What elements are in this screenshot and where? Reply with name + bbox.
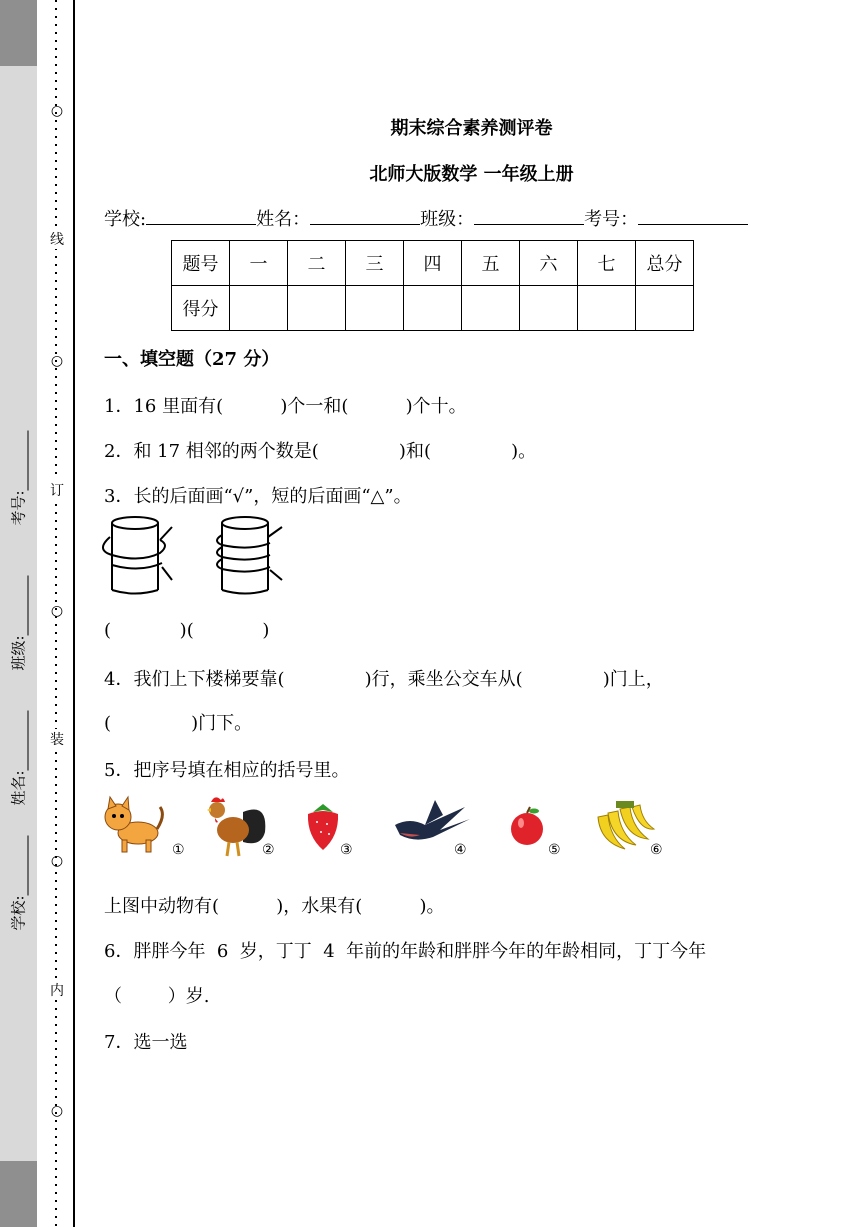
header-cell: 三 bbox=[346, 241, 404, 286]
picture-number-3: ③ bbox=[340, 842, 353, 858]
picture-number-4: ④ bbox=[454, 842, 467, 858]
question-6-line-2: （ ）岁. bbox=[104, 986, 210, 1007]
question-3: 3．长的后面画“√”，短的后面画“△”。 bbox=[104, 486, 412, 507]
question-4-line-1: 4．我们上下楼梯要靠( )行，乘坐公交车从( )门上， bbox=[104, 669, 664, 690]
apple-image bbox=[507, 805, 547, 847]
question-1: 1．16 里面有( )个一和( )个十。 bbox=[104, 396, 467, 417]
info-name-label: 姓名： bbox=[256, 209, 311, 230]
score-cell[interactable] bbox=[520, 286, 578, 331]
cylinder-long-rope-image bbox=[100, 515, 180, 600]
exam-no-label: 考号: bbox=[8, 406, 29, 526]
seal-mark-ding: 订 bbox=[50, 480, 64, 500]
cylinder-short-rope-image bbox=[210, 515, 290, 600]
picture-number-5: ⑤ bbox=[548, 842, 561, 858]
seal-mark-zhuang: 装 bbox=[50, 729, 64, 749]
circle-mark-5: ○ bbox=[50, 1103, 64, 1119]
score-table bbox=[171, 240, 694, 331]
info-class-label: 班级： bbox=[420, 209, 475, 230]
score-cell[interactable] bbox=[346, 286, 404, 331]
cat-image bbox=[102, 795, 166, 857]
sidebar-bottom-block bbox=[0, 1161, 37, 1227]
info-school-label: 学校: bbox=[104, 209, 147, 230]
score-cell[interactable] bbox=[636, 286, 694, 331]
sidebar-top-block bbox=[0, 0, 37, 66]
score-row-label: 得分 bbox=[172, 286, 230, 331]
circle-mark-2: ○ bbox=[50, 353, 64, 369]
header-cell: 一 bbox=[230, 241, 288, 286]
header-cell: 总分 bbox=[636, 241, 694, 286]
header-cell: 题号 bbox=[172, 241, 230, 286]
score-cell[interactable] bbox=[404, 286, 462, 331]
name-blank[interactable] bbox=[310, 206, 420, 225]
picture-number-6: ⑥ bbox=[650, 842, 663, 858]
binding-sidebar bbox=[0, 0, 37, 1227]
exam-no-blank[interactable] bbox=[638, 206, 748, 225]
question-3-answer: ( )( ) bbox=[104, 620, 270, 641]
seal-mark-nei: 内 bbox=[50, 980, 64, 1000]
circle-mark-4: ○ bbox=[50, 853, 64, 869]
score-cell[interactable] bbox=[230, 286, 288, 331]
question-6-line-1: 6．胖胖今年 6 岁，丁丁 4 年前的年龄和胖胖今年的年龄相同，丁丁今年 bbox=[104, 941, 707, 962]
header-cell: 七 bbox=[578, 241, 636, 286]
score-table-header-row bbox=[172, 241, 694, 286]
section-1-title: 一、填空题（27 分） bbox=[104, 349, 280, 370]
strawberry-image bbox=[303, 800, 343, 852]
student-info-line bbox=[104, 205, 748, 231]
header-cell: 二 bbox=[288, 241, 346, 286]
question-2: 2．和 17 相邻的两个数是( )和( )。 bbox=[104, 441, 537, 462]
score-table-score-row bbox=[172, 286, 694, 331]
header-cell: 四 bbox=[404, 241, 462, 286]
circle-mark-3: ○ bbox=[50, 603, 64, 619]
class-blank[interactable] bbox=[474, 206, 584, 225]
info-exam-no-label: 考号： bbox=[584, 209, 639, 230]
score-cell[interactable] bbox=[462, 286, 520, 331]
score-cell[interactable] bbox=[578, 286, 636, 331]
seal-line-column bbox=[37, 0, 75, 1227]
seal-mark-xian: 线 bbox=[50, 229, 64, 249]
question-4-line-2: ( )门下。 bbox=[104, 713, 253, 734]
question-5: 5．把序号填在相应的括号里。 bbox=[104, 760, 350, 781]
school-label: 学校: bbox=[8, 811, 29, 931]
name-label: 姓名: bbox=[8, 686, 29, 806]
header-cell: 六 bbox=[520, 241, 578, 286]
picture-number-1: ① bbox=[172, 842, 185, 858]
page-title: 期末综合素养测评卷 bbox=[390, 118, 553, 139]
bananas-image bbox=[590, 797, 656, 855]
score-cell[interactable] bbox=[288, 286, 346, 331]
page-subtitle: 北师大版数学 一年级上册 bbox=[369, 164, 574, 185]
header-cell: 五 bbox=[462, 241, 520, 286]
question-7: 7．选一选 bbox=[104, 1032, 188, 1053]
question-5-answer: 上图中动物有( )，水果有( )。 bbox=[104, 896, 445, 917]
rooster-image bbox=[203, 792, 269, 860]
circle-mark-1: ○ bbox=[50, 103, 64, 119]
school-blank[interactable] bbox=[146, 206, 256, 225]
class-label: 班级: bbox=[8, 551, 29, 671]
picture-number-2: ② bbox=[262, 842, 275, 858]
